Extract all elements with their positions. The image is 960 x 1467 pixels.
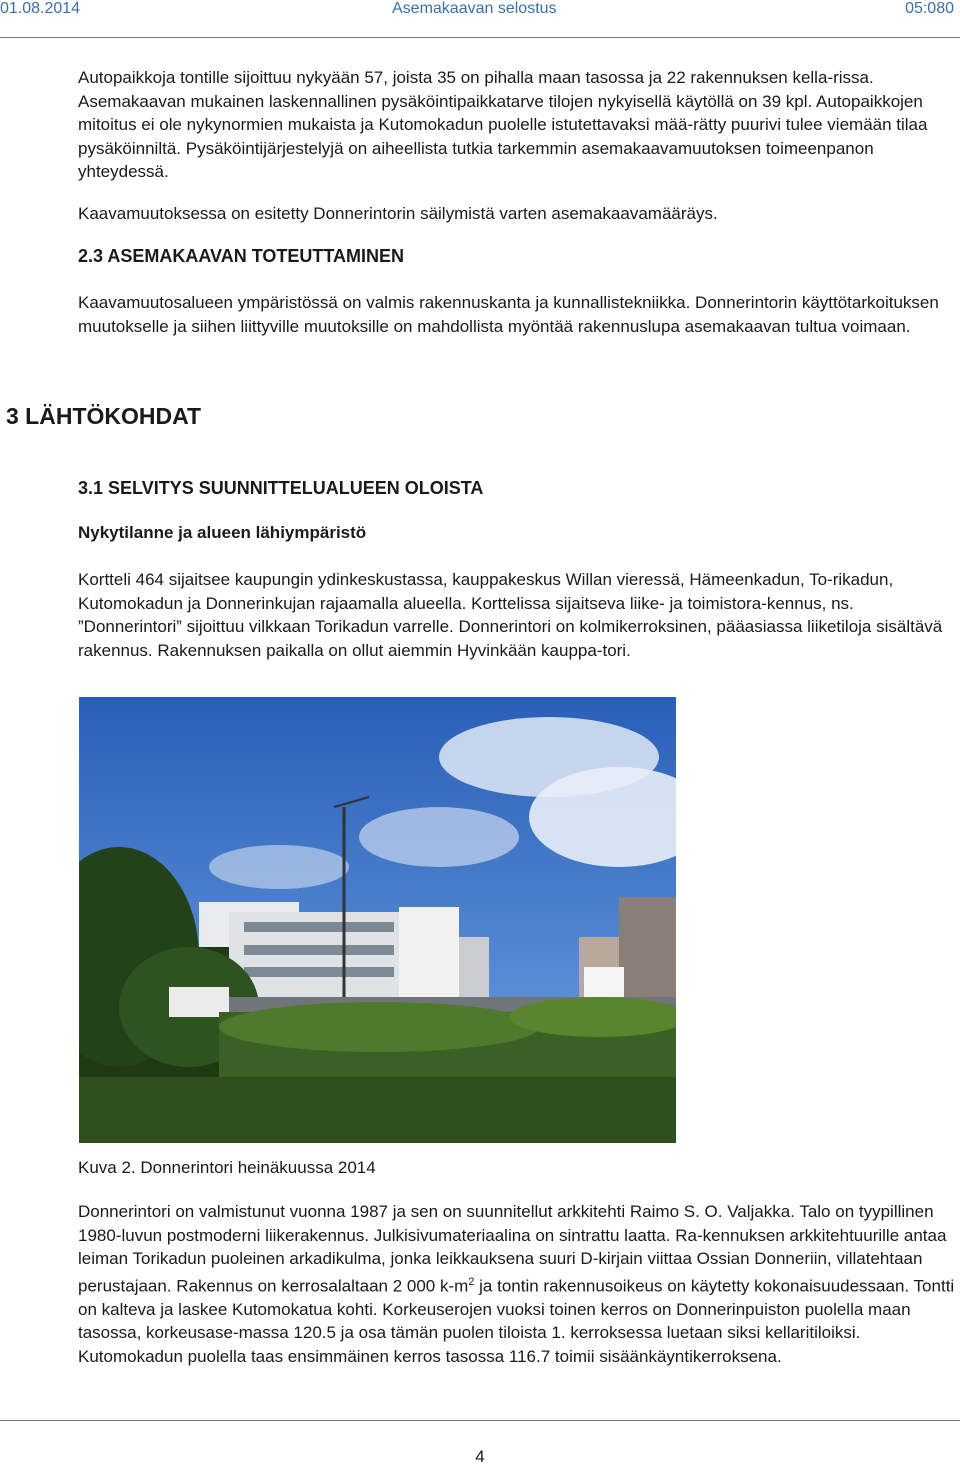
paragraph-building-description-part1: Donnerintori on valmistunut vuonna 1987 ja sen on suunnitellut arkkitehti Raimo S. O. Valjakka. Talo on tyypillinen 1980-luvun postmoderni liikerakennus. Julkisivumateriaalina on sintrattu laatta. Ra-kennuksen arkkitehtuurille antaa leiman Torikadun puoleinen arkadikulma, jonka leikkauksena suuri D-kirjain viittaa Ossian Donneriin, villatehtaan perustajaan. Rakennus on kerrosalaltaan 2 000 k-m <box>78 1202 947 1296</box>
header-title: Asemakaavan selostus <box>392 0 557 17</box>
heading-3-1: 3.1 SELVITYS SUUNNITTELUALUEEN OLOISTA <box>78 478 484 498</box>
paragraph-building-description <box>78 1200 958 1368</box>
footer-divider <box>0 1420 960 1421</box>
heading-3: 3 LÄHTÖKOHDAT <box>6 403 202 429</box>
header-divider <box>0 37 960 38</box>
header-date: 01.08.2014 <box>0 0 81 17</box>
superscript-2: 2 <box>468 1275 475 1288</box>
donnerintori-photo <box>79 697 676 1143</box>
page-number: 4 <box>475 1447 485 1466</box>
paragraph-regulation: Kaavamuutoksessa on esitetty Donnerintorin säilymistä varten asemakaavamääräys. <box>78 204 718 223</box>
paragraph-implementation: Kaavamuutosalueen ympäristössä on valmis rakennuskanta ja kunnallistekniikka. Donnerintorin käyttötarkoituksen muutokselle ja siihen liittyville muutoksille on mahdollista myöntää rakennuslupa asemakaavan tultua voimaan. <box>78 293 939 336</box>
paragraph-parking: Autopaikkoja tontille sijoittuu nykyään 57, joista 35 on pihalla maan tasossa ja 22 rakennuksen kella-rissa. Asemakaavan mukainen laskennallinen pysäköintipaikkatarve tilojen nykyisellä käytöllä on 39 kpl. Autopaikkojen mitoitus ei ole nykynormien mukaista ja Kutomokadun puolelle istutettavaksi mää-rätty puurivi tulee viemään tilaa pysäköinniltä. Pysäköintijärjestelyjä on aiheellista tutkia tarkemmin asemakaavamuutoksen toimeenpanon yhteydessä. <box>78 68 928 181</box>
figure-caption: Kuva 2. Donnerintori heinäkuussa 2014 <box>78 1158 376 1177</box>
heading-current-state: Nykytilanne ja alueen lähiympäristö <box>78 523 367 542</box>
paragraph-building-description-part2: ja tontin rakennusoikeus on käytetty kokonaisuudessaan. Tontti on kalteva ja laskee Kutomokatua kohti. Korkeuserojen vuoksi toinen kerros on Donnerinpuiston puolella maan tasossa, korkeusase-massa 120.5 ja osa tämän puolen tiloista 1. kerroksessa luetaan siksi kellaritiloiksi. Kutomokadun puolella taas ensimmäinen kerros tasossa 116.7 toimii sisäänkäyntikerroksena. <box>78 1276 955 1366</box>
heading-2-3: 2.3 ASEMAKAAVAN TOTEUTTAMINEN <box>78 246 405 266</box>
header-code: 05:080 <box>905 0 954 17</box>
paragraph-block-location: Kortteli 464 sijaitsee kaupungin ydinkeskustassa, kauppakeskus Willan vieressä, Hämeenkadun, To-rikadun, Kutomokadun ja Donnerinkujan rajaamalla alueella. Korttelissa sijaitseva liike- ja toimistora-kennus, ns. ”Donnerintori” sijoittuu vilkkaan Torikadun varrelle. Donnerintori on kolmikerroksinen, pääasiassa liiketiloja sisältävä rakennus. Rakennuksen paikalla on ollut aiemmin Hyvinkään kauppa-tori. <box>78 570 943 660</box>
page-header <box>0 0 960 24</box>
